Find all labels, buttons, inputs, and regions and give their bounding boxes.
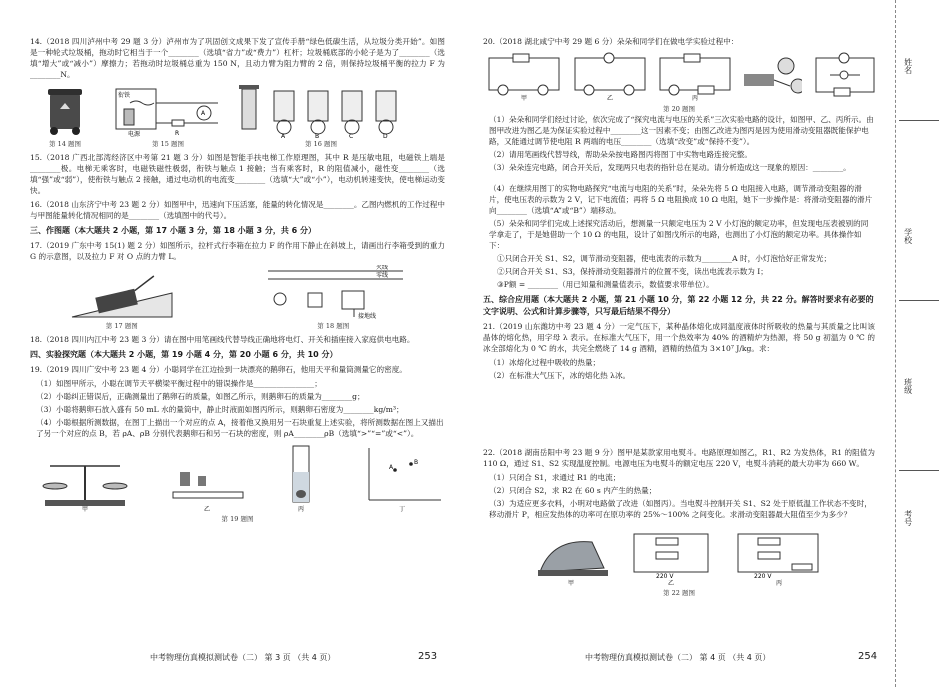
section-5-heading: 五、综合应用题（本大题共 2 小题，第 21 小题 10 分，第 22 小题 12 分，共 22 分。解答时要求有必要的文字说明、公式和计算步骤等，只写最后结果不得分） bbox=[483, 295, 874, 317]
question-21: 21.（2019 山东潍坊中考 23 题 4 分）一定气压下，某种晶体熔化成同温度液体时所吸收的热量与其质量之比叫该晶体的熔化热，用字母 λ 表示。在标准大气压下，用一个热效率为 40% 的酒精炉为热源，将 50 g 初温为 0 ℃ 的冰全部熔化为 0 ℃ 的水，共完全燃烧了 14 g 酒精，酒精的热值为 3×10⁷ J/kg。求： bbox=[483, 321, 875, 353]
svg-text:B: B bbox=[315, 133, 320, 139]
figure-22 bbox=[483, 528, 875, 586]
figure-20-caption: 第 20 题图 bbox=[663, 105, 695, 113]
svg-text:220 V: 220 V bbox=[754, 572, 772, 580]
svg-text:乙: 乙 bbox=[668, 579, 675, 586]
svg-text:D: D bbox=[383, 133, 388, 139]
right-page bbox=[483, 36, 875, 644]
svg-text:C: C bbox=[349, 133, 354, 139]
question-20-part-3: （3）朵朵连完电路，闭合开关后，发现两只电表的指针总在晃动。请分析造成这一现象的原因：________。 bbox=[489, 163, 851, 173]
right-page-number: 254 bbox=[858, 651, 878, 662]
question-22-part-2: （2）只闭合 S2，求 R2 在 60 s 内产生的热量； bbox=[489, 485, 657, 495]
question-20-part-5: （5）朵朵和同学们完成上述探究活动后，想测量一只额定电压为 2 V 小灯泡的额定功率，但发现电压表被别的同学拿走了，于是她借助一个 10 Ω 的电阻，设计了如图戊所示的电路，也测出了小灯泡的额定功率。具体操作如下： bbox=[489, 219, 869, 251]
question-19-part-2: （2）小聪纠正错误后，正确测量出了鹅卵石的质量，如图乙所示，则鹅卵石的质量为________g； bbox=[36, 392, 365, 402]
question-20-part-5-step-3: ③P额 = ________（用已知量和测量值表示，数值要求带单位）。 bbox=[497, 280, 714, 290]
svg-text:丙: 丙 bbox=[692, 95, 699, 102]
figures-14-16 bbox=[30, 83, 445, 149]
question-19-part-3: （3）小聪将鹅卵石放入盛有 50 mL 水的量筒中，静止时液面如图丙所示，则鹅卵石密度为________kg/m³； bbox=[36, 405, 404, 415]
trash-bin-image bbox=[30, 83, 100, 139]
circuit-diagram-wu bbox=[810, 50, 875, 102]
graduated-cylinder-image bbox=[277, 442, 327, 512]
svg-text:丁: 丁 bbox=[398, 506, 405, 513]
question-20-part-1: （1）朵朵和同学们经过讨论，依次完成了“探究电流与电压的关系”三次实验电路的设计，如图甲、乙、丙所示。由图甲改进为图乙是为保证实验过程中________这一因素不变；由图乙改进为图丙是因为使用滑动变阻器既能保护电路，又能通过调节使电阻 R 两端的电压________（选填“改变”或“保持不变”）。 bbox=[489, 115, 874, 147]
figure-15-caption: 第 15 题图 bbox=[152, 140, 184, 148]
margin-school-label: 学校 bbox=[903, 228, 913, 244]
svg-text:零线: 零线 bbox=[376, 272, 389, 280]
svg-text:B: B bbox=[413, 459, 419, 467]
question-20-part-5-step-2: ②只闭合开关 S1、S3，保持滑动变阻器滑片的位置不变，读出电流表示数为 I； bbox=[497, 267, 768, 277]
figure-16-caption: 第 16 题图 bbox=[305, 140, 337, 148]
electric-iron-image bbox=[532, 528, 612, 586]
margin-exam-number-label: 考号 bbox=[903, 510, 913, 526]
circuit-diagram-jia bbox=[483, 50, 561, 102]
circuit-diagram-yi bbox=[569, 50, 647, 102]
physical-circuit-image bbox=[740, 50, 803, 102]
iron-circuit-bing bbox=[730, 528, 826, 586]
figure-17 bbox=[67, 273, 177, 331]
question-22-part-3: （3）为适应更多衣料，小明对电路做了改进（如图丙）。当电熨斗控制开关 S1、S2 处于原低温工作状态不变时，移动滑片 P，相应发热体的功率可在原功率的 25%～100% 之间变化。求滑动变阻器最大阻值至少为多少？ bbox=[489, 498, 872, 519]
binding-line bbox=[895, 0, 897, 687]
figure-19-caption: 第 19 题图 bbox=[221, 515, 254, 524]
figure-17-caption: 第 17 题图 bbox=[105, 322, 138, 331]
svg-text:乙: 乙 bbox=[606, 95, 613, 102]
question-14: 14.（2018 四川泸州中考 29 题 3 分）泸州市为了巩固创文成果下发了宣传手册“绿色低碳生活，从垃圾分类开始”。如图是一种轮式垃圾桶，拖动时它相当于一个________（选填“省力”或“费力”）杠杆；垃圾桶底部的小轮子是为了________（选填“增大”或“减小”）摩擦力；若拖动时垃圾桶总重为 150 N，且动力臂为阻力臂的 2 倍，则保持垃圾桶平衡的拉力 F 为________N。 bbox=[30, 37, 445, 79]
figure-19-weights bbox=[168, 442, 248, 512]
figure-19-balance bbox=[30, 442, 140, 512]
svg-text:A: A bbox=[388, 464, 394, 472]
question-20-part-5-step-1: ①只闭合开关 S1、S2，调节滑动变阻器，使电流表的示数为________A 时，小灯泡恰好正常发光； bbox=[497, 254, 832, 264]
svg-text:乙: 乙 bbox=[204, 506, 211, 513]
figure-20 bbox=[483, 50, 875, 102]
svg-text:A: A bbox=[201, 110, 206, 117]
svg-text:220 V: 220 V bbox=[656, 572, 674, 580]
circuit-diagram-bing bbox=[654, 50, 732, 102]
question-20: 20.（2018 湖北咸宁中考 29 题 6 分）朵朵和同学们在做电学实验过程中： bbox=[483, 37, 739, 46]
figure-16 bbox=[236, 83, 406, 149]
figure-18 bbox=[258, 265, 408, 331]
question-18: 18.（2018 四川内江中考 23 题 3 分）请在图中用笔画线代替导线正确地将电灯、开关和插座接入家庭供电电路。 bbox=[30, 335, 415, 345]
svg-text:火线: 火线 bbox=[376, 265, 389, 272]
question-20-part-4: （4）在继续用图丁的实物电路探究“电流与电阻的关系”时，朵朵先将 5 Ω 电阻接入电路，调节滑动变阻器的滑片，使电压表的示数为 2 V，记下电流值；再将 5 Ω 电阻换成 10 Ω 电阻，她下一步操作是：将滑动变阻器的滑片向________（选填“A”或“B”）端移动。 bbox=[489, 184, 873, 216]
figure-18-caption: 第 18 题图 bbox=[317, 322, 350, 331]
question-22-part-1: （1）只闭合 S1，求通过 R1 的电流； bbox=[489, 472, 621, 482]
question-19-part-1: （1）如图甲所示，小聪在调节天平横梁平衡过程中的错误操作是________________； bbox=[36, 379, 322, 389]
household-circuit-diagram bbox=[258, 265, 408, 321]
svg-text:接地线: 接地线 bbox=[358, 313, 377, 321]
margin-separator bbox=[899, 120, 939, 121]
svg-text:R: R bbox=[175, 130, 180, 137]
question-19-part-4: （4）小聪根据所测数据，在图丁上描出一个对应的点 A，接着他又换用另一石块重复上述实验，将所测数据在图上又描出了另一个对应的点 B，若 ρA、ρB 分别代表鹅卵石和另一石块的密度，则 ρA________ρB（选填“>”“=”或“<”）。 bbox=[36, 418, 444, 439]
question-19: 19.（2019 四川广安中考 23 题 4 分）小聪同学在江边捡到一块漂亮的鹅卵石，他用天平和量筒测量它的密度。 bbox=[30, 365, 407, 375]
question-21-part-2: （2）在标准大气压下，冰的熔化热 λ冰。 bbox=[489, 370, 631, 380]
question-17: 17.（2019 广东中考 15(1) 题 2 分）如图所示，拉杆式行李箱在拉力 F 的作用下静止在斜坡上，请画出行李箱受到的重力 G 的示意图，以及拉力 F 对 O 点的力臂 L。 bbox=[30, 241, 445, 262]
section-3-heading: 三、作图题（本大题共 2 小题，第 17 小题 3 分，第 18 小题 3 分，共 6 分） bbox=[30, 226, 316, 236]
question-16: 16.（2018 山东济宁中考 23 题 2 分）如图甲中，迅速向下压活塞，能量的转化情况是________。乙图内燃机的工作过程中与甲图能量转化情况相同的是________（选填图中的代号）。 bbox=[30, 200, 445, 221]
figure-19-graph bbox=[355, 442, 445, 512]
left-footer: 中考物理仿真模拟测试卷（二） 第 3 页 （共 4 页） bbox=[150, 653, 336, 662]
svg-text:甲: 甲 bbox=[521, 95, 528, 102]
engine-strokes-diagram bbox=[236, 83, 406, 139]
margin-name-label: 姓名 bbox=[903, 58, 913, 74]
svg-text:电源: 电源 bbox=[128, 131, 141, 138]
svg-text:丙: 丙 bbox=[297, 506, 304, 513]
figure-14 bbox=[30, 83, 100, 149]
mass-volume-graph bbox=[355, 442, 445, 512]
elevator-circuit-diagram bbox=[108, 83, 228, 139]
weights-and-rider-image bbox=[168, 442, 248, 512]
margin-separator bbox=[899, 470, 939, 471]
svg-text:衔铁: 衔铁 bbox=[118, 92, 131, 99]
right-footer: 中考物理仿真模拟测试卷（二） 第 4 页 （共 4 页） bbox=[585, 653, 771, 662]
question-15: 15.（2018 广西北部湾经济区中考第 21 题 3 分）如图是智能手扶电梯工作原理图，其中 R 是压敏电阻，电磁铁上端是________极。电梯无乘客时，电磁铁磁性极弱，衔铁与触点 1 接触；当有乘客时，R 的阻值减小，磁性变________（选填“强”或“弱”），使衔铁与触点 2 接触，通过电动机的电流变________（选填“大”或“小”），电动机转速变快，使电梯运动变快。 bbox=[30, 153, 445, 196]
figure-15 bbox=[108, 83, 228, 149]
figure-19 bbox=[30, 442, 445, 512]
figure-22-caption: 第 22 题图 bbox=[663, 588, 695, 597]
section-4-heading: 四、实验探究题（本大题共 2 小题，第 19 小题 4 分，第 20 小题 6 分，共 10 分） bbox=[30, 350, 338, 360]
balance-scale-image bbox=[30, 442, 140, 512]
svg-text:甲: 甲 bbox=[568, 579, 575, 586]
left-page-number: 253 bbox=[418, 651, 438, 662]
svg-text:甲: 甲 bbox=[82, 506, 89, 513]
suitcase-on-slope-diagram bbox=[67, 273, 177, 321]
iron-circuit-yi bbox=[626, 528, 716, 586]
left-page bbox=[30, 36, 445, 644]
question-20-part-2: （2）请用笔画线代替导线，帮助朵朵按电路图丙将图丁中实物电路连接完整。 bbox=[489, 150, 753, 160]
question-21-part-1: （1）冰熔化过程中吸收的热量； bbox=[489, 357, 601, 367]
svg-text:丙: 丙 bbox=[776, 579, 783, 586]
svg-text:A: A bbox=[281, 133, 286, 139]
question-22: 22.（2018 湖南岳阳中考 23 题 9 分）图甲是某款家用电熨斗。电路原理如图乙，R1、R2 为发热体，R1 的阻值为 110 Ω，通过 S1、S2 实现温度控制。电源电压为电熨斗的额定电压 220 V，电熨斗消耗的最大功率为 660 W。 bbox=[483, 447, 875, 468]
figures-17-18 bbox=[30, 265, 445, 331]
margin-class-label: 班级 bbox=[903, 378, 913, 394]
margin-separator bbox=[899, 300, 939, 301]
figure-19-cylinder bbox=[277, 442, 327, 512]
figure-14-caption: 第 14 题图 bbox=[49, 140, 81, 148]
